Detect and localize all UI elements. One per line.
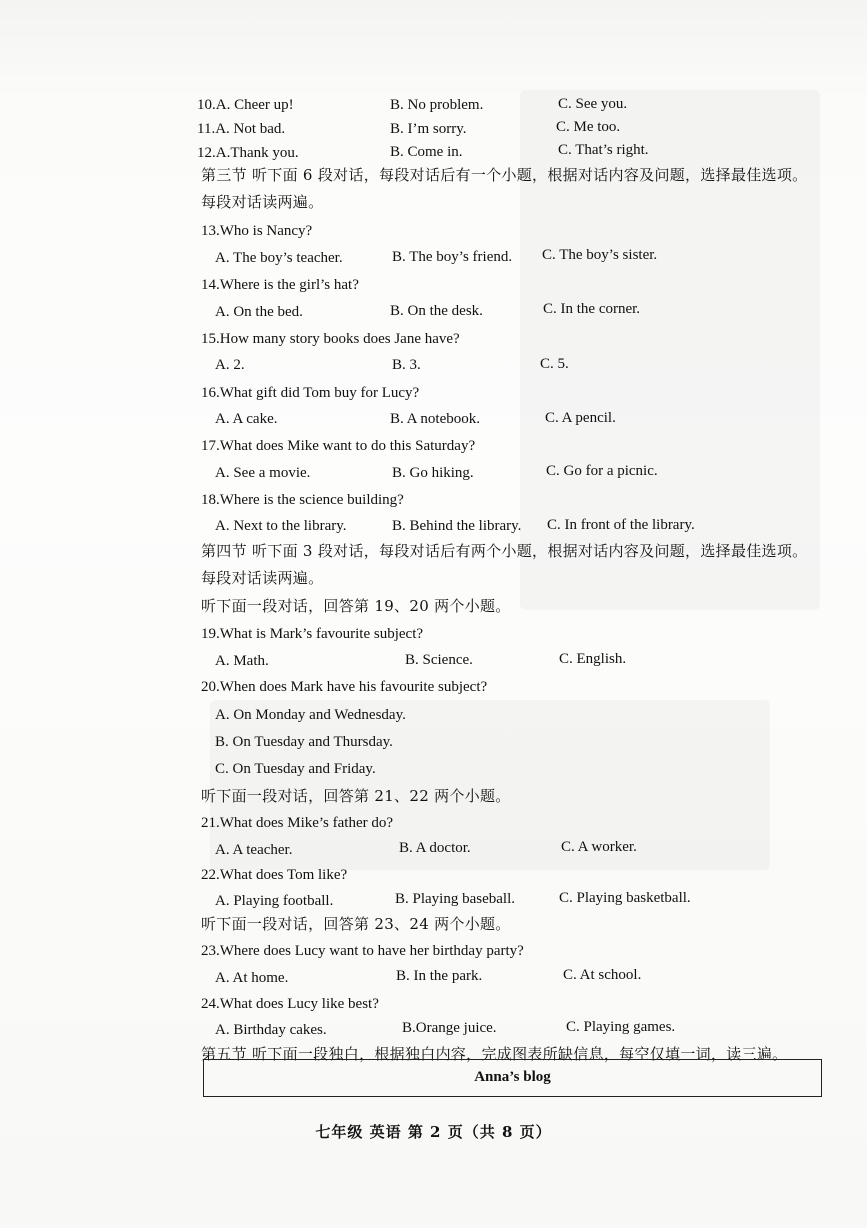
q17-option-b: B. Go hiking. [392,465,474,481]
q18-option-c: C. In front of the library. [547,517,695,533]
q16-option-b: B. A notebook. [390,411,481,427]
section4-instruction: 第四节 听下面 3 段对话，每段对话后有两个小题，根据对话内容及问题，选择最佳选项。 [201,542,808,560]
q21-option-c: C. A worker. [561,839,637,855]
section5-instruction: 第五节 听下面一段独白，根据独白内容，完成图表所缺信息，每空仅填一词，读三遍。 [201,1045,788,1063]
q10-option-c: C. See you. [558,96,628,112]
q22-option-a: A. Playing football. [215,893,334,909]
q19-option-c: C. English. [559,651,627,667]
blog-title: Anna’s blog [474,1069,551,1085]
q23-question: 23.Where does Lucy want to have her birthday party? [201,943,524,959]
q18-option-b: B. Behind the library. [392,518,522,534]
q17-question: 17.What does Mike want to do this Saturday? [201,438,476,454]
q19-option-b: B. Science. [405,652,473,668]
q18-option-a: A. Next to the library. [215,518,347,534]
q22-option-b: B. Playing baseball. [395,891,515,907]
q12-option-b: B. Come in. [390,144,463,160]
q12-option-c: C. That’s right. [558,142,649,158]
q23-option-a: A. At home. [215,970,289,986]
bleed-through-area-lower [210,700,770,870]
q17-option-a: A. See a movie. [215,465,311,481]
q22-option-c: C. Playing basketball. [559,890,691,906]
q11-option-a: 11.A. Not bad. [197,121,286,137]
q14-question: 14.Where is the girl’s hat? [201,277,359,293]
q24-option-a: A. Birthday cakes. [215,1022,327,1038]
q24-question: 24.What does Lucy like best? [201,996,379,1012]
q13-question: 13.Who is Nancy? [201,223,313,239]
q14-option-a: A. On the bed. [215,304,303,320]
q16-option-a: A. A cake. [215,411,278,427]
q10-option-a: 10.A. Cheer up! [197,97,294,113]
q17-option-c: C. Go for a picnic. [546,463,658,479]
q20-question: 20.When does Mark have his favourite subject? [201,679,488,695]
q11-option-b: B. I’m sorry. [390,121,467,137]
q21-option-b: B. A doctor. [399,840,471,856]
q20-option-a: A. On Monday and Wednesday. [215,707,406,723]
q13-option-c: C. The boy’s sister. [542,247,658,263]
q16-question: 16.What gift did Tom buy for Lucy? [201,385,420,401]
dialog-3-instruction: 听下面一段对话，回答第 23、24 两个小题。 [201,915,511,933]
q12-option-a: 12.A.Thank you. [197,145,299,161]
q23-option-c: C. At school. [563,967,642,983]
dialog-2-instruction: 听下面一段对话，回答第 21、22 两个小题。 [201,787,511,805]
q13-option-a: A. The boy’s teacher. [215,250,343,266]
q15-option-a: A. 2. [215,357,245,373]
q18-question: 18.Where is the science building? [201,492,404,508]
q20-option-b: B. On Tuesday and Thursday. [215,734,393,750]
page-footer: 七年级 英语 第 2 页（共 8 页） [315,1123,552,1141]
q14-option-c: C. In the corner. [543,301,641,317]
q16-option-c: C. A pencil. [545,410,616,426]
q13-option-b: B. The boy’s friend. [392,249,513,265]
q20-option-c: C. On Tuesday and Friday. [215,761,376,777]
q19-option-a: A. Math. [215,653,269,669]
dialog-1-instruction: 听下面一段对话，回答第 19、20 两个小题。 [201,597,511,615]
q22-question: 22.What does Tom like? [201,867,348,883]
section3-instruction: 第三节 听下面 6 段对话，每段对话后有一个小题，根据对话内容及问题，选择最佳选项。 [201,166,808,184]
section3-instruction-cont: 每段对话读两遍。 [201,193,324,211]
blog-table-header [203,1059,822,1097]
q15-option-b: B. 3. [392,357,421,373]
q21-option-a: A. A teacher. [215,842,293,858]
q15-option-c: C. 5. [540,356,569,372]
q23-option-b: B. In the park. [396,968,483,984]
q11-option-c: C. Me too. [556,119,621,135]
q10-option-b: B. No problem. [390,97,484,113]
q24-option-c: C. Playing games. [566,1019,676,1035]
q21-question: 21.What does Mike’s father do? [201,815,394,831]
q14-option-b: B. On the desk. [390,303,483,319]
q19-question: 19.What is Mark’s favourite subject? [201,626,424,642]
q24-option-b: B.Orange juice. [402,1020,497,1036]
q15-question: 15.How many story books does Jane have? [201,331,460,347]
section4-instruction-cont: 每段对话读两遍。 [201,569,324,587]
